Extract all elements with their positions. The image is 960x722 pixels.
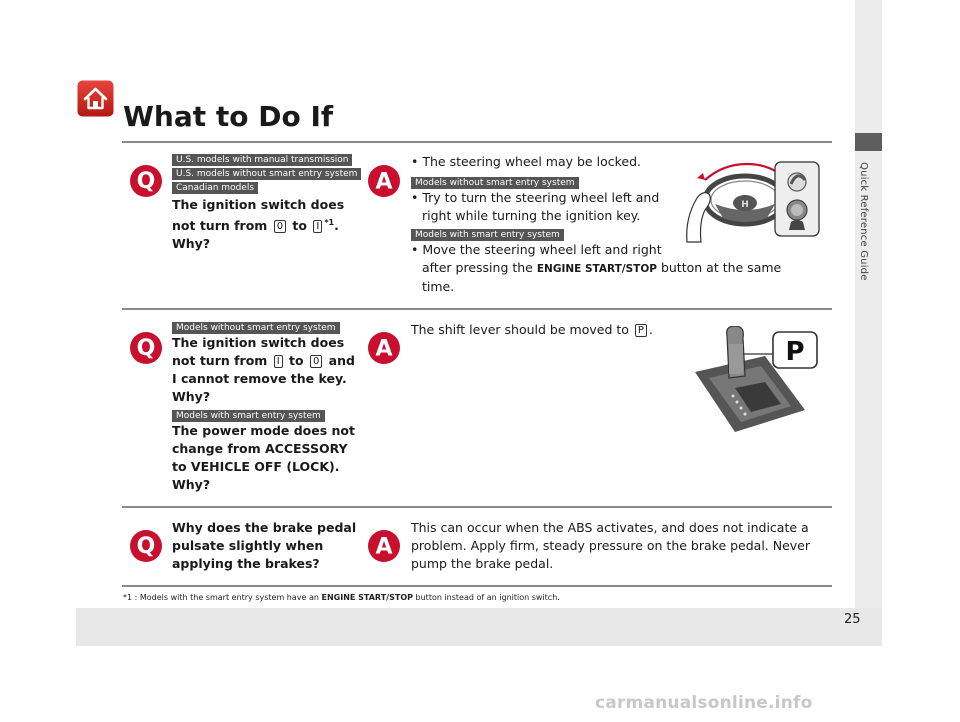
model-badge: Canadian models [172, 182, 258, 194]
answer-icon [368, 165, 400, 197]
svg-text:A: A [375, 169, 393, 195]
svg-text:Q: Q [136, 169, 156, 194]
question-text: Why does the brake pedal pulsate slightly when applying the brakes? [172, 520, 357, 571]
divider [122, 308, 832, 310]
model-badge: Models without smart entry system [411, 177, 579, 189]
answer-bullet: • Move the steering wheel left and right after pressing the ENGINE START/STOP button at the same time. [411, 242, 782, 294]
question-text: The power mode does not change from ACCESSORY to VEHICLE OFF (LOCK). Why? [172, 423, 355, 492]
answer-text: The shift lever should be moved to P . [411, 322, 653, 337]
footnote: *1 : Models with the smart entry system have an ENGINE START/STOP button instead of an ignition switch. [123, 593, 560, 602]
answer-icon [368, 332, 400, 364]
model-badge: U.S. models without smart entry system [172, 168, 361, 180]
svg-text:Q: Q [136, 336, 156, 361]
shift-position-label: P [785, 337, 805, 367]
model-badge: U.S. models with manual transmission [172, 154, 352, 166]
model-badge: Models with smart entry system [172, 410, 325, 422]
svg-text:Q: Q [136, 534, 156, 559]
divider [122, 506, 832, 508]
home-icon[interactable] [77, 80, 114, 117]
svg-text:A: A [375, 534, 393, 560]
shift-lever-illustration [695, 326, 820, 436]
question-text: The ignition switch does not turn from 0 to I $^{*1}$. Why? [172, 197, 345, 252]
bottom-band [76, 608, 882, 646]
divider [122, 585, 832, 587]
watermark: carmanualsonline.info [595, 693, 813, 713]
model-badge: Models without smart entry system [172, 322, 340, 334]
svg-text:A: A [375, 336, 393, 362]
question-icon [130, 530, 162, 562]
key-symbol: 0 [310, 355, 322, 368]
page-number: 25 [844, 612, 861, 627]
svg-text:H: H [741, 200, 749, 210]
side-strip [855, 0, 882, 608]
page-title: What to Do If [123, 100, 334, 133]
answer-text: This can occur when the ABS activates, and does not indicate a problem. Apply firm, steady pressure on the brake pedal. Never pump the brake pedal. [411, 520, 811, 571]
section-tab-marker [855, 133, 882, 151]
model-badge: Models with smart entry system [411, 229, 564, 241]
answer-bullet: • The steering wheel may be locked. [411, 154, 641, 169]
key-symbol: P [635, 324, 647, 337]
key-symbol: I [313, 220, 322, 233]
divider [122, 141, 832, 143]
answer-bullet: • Try to turn the steering wheel left and right while turning the ignition key. [411, 190, 660, 223]
key-symbol: I [274, 355, 283, 368]
question-icon [130, 165, 162, 197]
answer-icon [368, 530, 400, 562]
question-text: The ignition switch does not turn from I to 0 and I cannot remove the key. Why? [172, 335, 355, 404]
steering-wheel-illustration [675, 158, 825, 243]
key-symbol: 0 [274, 220, 286, 233]
side-label: Quick Reference Guide [858, 162, 869, 281]
question-icon [130, 332, 162, 364]
